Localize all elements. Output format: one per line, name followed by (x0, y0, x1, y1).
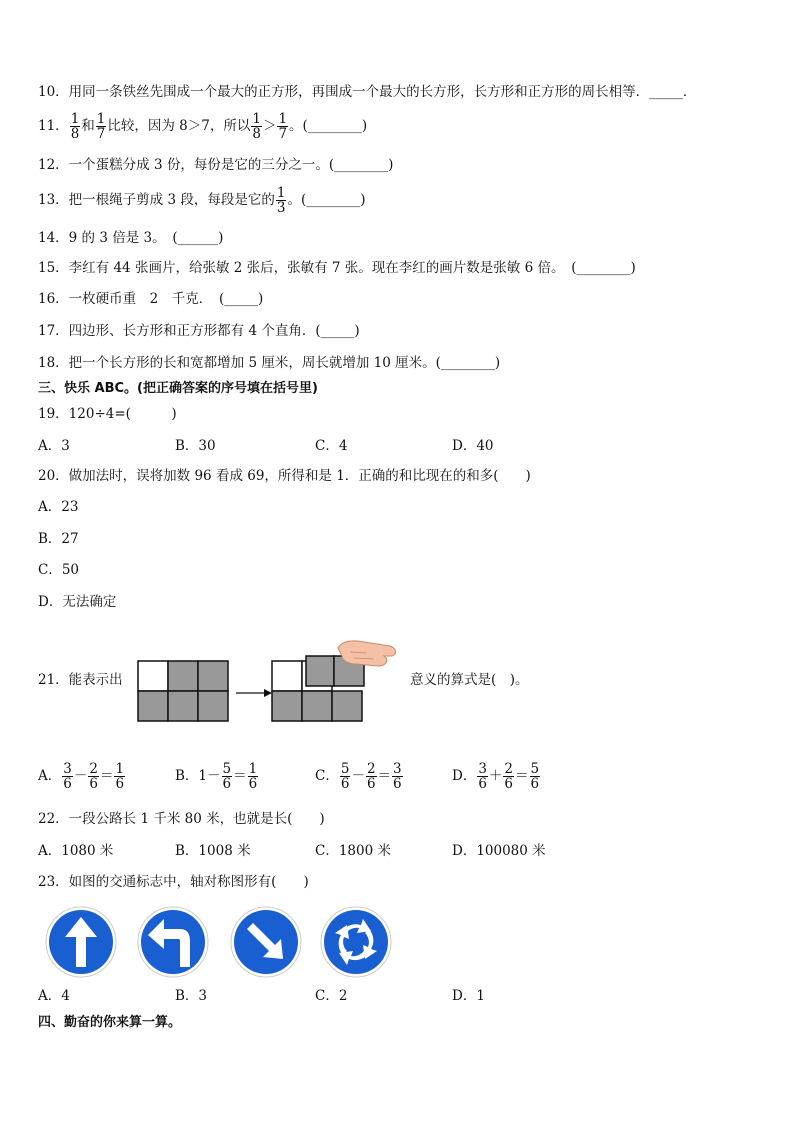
question-21-prefix: 21．能表示出 (38, 672, 123, 688)
question-11: 11． $\frac{1}{8}$ 和 $\frac{1}{7}$ 比较，因为 8＞7，所以 $\frac{1}{8}$ ＞ $\frac{1}{7}$ 。(________) (38, 111, 368, 142)
option-d[interactable]: D．40 (452, 438, 494, 454)
option-c[interactable]: C．50 (38, 562, 80, 578)
question-12: 12．一个蛋糕分成 3 份，每份是它的三分之一。(________) (38, 157, 394, 173)
section-3-heading: 三、快乐 ABC。(把正确答案的序号填在括号里) (38, 381, 318, 396)
fraction: $\frac{1}{7}$ (96, 111, 106, 142)
left-grid (138, 661, 228, 721)
right-grid (272, 656, 364, 721)
option-c[interactable]: C． $\frac{5}{6}$ － $\frac{2}{6}$ ＝ $\frac{3}{6}$ (315, 761, 402, 792)
question-18: 18．把一个长方形的长和宽都增加 5 厘米，周长就增加 10 厘米。(________) (38, 355, 501, 371)
option-a[interactable]: A． $\frac{3}{6}$ － $\frac{2}{6}$ ＝ $\frac{1}{6}$ (38, 761, 125, 792)
option-a[interactable]: A．23 (38, 499, 79, 515)
question-14: 14．9 的 3 倍是 3。 (______) (38, 230, 224, 246)
fraction: $\frac{1}{8}$ (252, 111, 261, 142)
option-b[interactable]: B．30 (175, 438, 216, 454)
question-15: 15．李红有 44 张画片，给张敏 2 张后，张敏有 7 张。现在李红的画片数是张敏 6 倍。 (________) (38, 260, 636, 276)
section-4-heading: 四、勤奋的你来算一算。 (38, 1015, 182, 1030)
option-c[interactable]: C．4 (315, 438, 348, 454)
question-10: 10．用同一条铁丝先围成一个最大的正方形，再围成一个最大的长方形，长方形和正方形的周长相等．_____． (38, 84, 697, 100)
option-a[interactable]: A．1080 米 (38, 843, 114, 859)
option-d[interactable]: D．无法确定 (38, 594, 117, 610)
option-b[interactable]: B．1008 米 (175, 843, 251, 859)
option-c[interactable]: C．1800 米 (315, 843, 391, 859)
question-21-suffix: 意义的算式是( )。 (410, 672, 529, 688)
diagonal-arrow-icon (229, 905, 303, 979)
arrow-right-icon (236, 689, 272, 697)
question-20: 20．做加法时，误将加数 96 看成 69，所得和是 1．正确的和比现在的和多( ) (38, 468, 531, 484)
option-d[interactable]: D．1 (452, 988, 485, 1004)
option-a[interactable]: A．4 (38, 988, 70, 1004)
question-19: 19．120÷4=( ) (38, 406, 177, 422)
fraction: $\frac{1}{3}$ (276, 185, 286, 216)
option-a[interactable]: A．3 (38, 438, 70, 454)
option-d[interactable]: D．100080 米 (452, 843, 546, 859)
straight-arrow-icon (44, 905, 118, 979)
question-13: 13．把一根绳子剪成 3 段，每段是它的 $\frac{1}{3}$ 。(________) (38, 185, 366, 216)
option-b[interactable]: B．27 (38, 531, 79, 547)
question-16: 16．一枚硬币重 2 千克． (_____) (38, 291, 264, 307)
fraction: $\frac{1}{8}$ (70, 111, 80, 142)
question-23: 23．如图的交通标志中，轴对称图形有( ) (38, 874, 309, 890)
option-d[interactable]: D． $\frac{3}{6}$ ＋ $\frac{2}{6}$ ＝ $\frac{5}{6}$ (452, 761, 540, 792)
fraction: $\frac{1}{7}$ (278, 111, 288, 142)
roundabout-icon (319, 905, 393, 979)
option-b[interactable]: B．3 (175, 988, 208, 1004)
option-b[interactable]: B．1－ $\frac{5}{6}$ ＝ $\frac{1}{6}$ (175, 761, 258, 792)
hand-icon (338, 641, 396, 666)
question-17: 17．四边形、长方形和正方形都有 4 个直角．(_____) (38, 323, 360, 339)
question-22: 22．一段公路长 1 千米 80 米，也就是长( ) (38, 811, 325, 827)
fraction-diagram (128, 636, 408, 732)
turn-left-arrow-icon (136, 905, 210, 979)
option-c[interactable]: C．2 (315, 988, 348, 1004)
